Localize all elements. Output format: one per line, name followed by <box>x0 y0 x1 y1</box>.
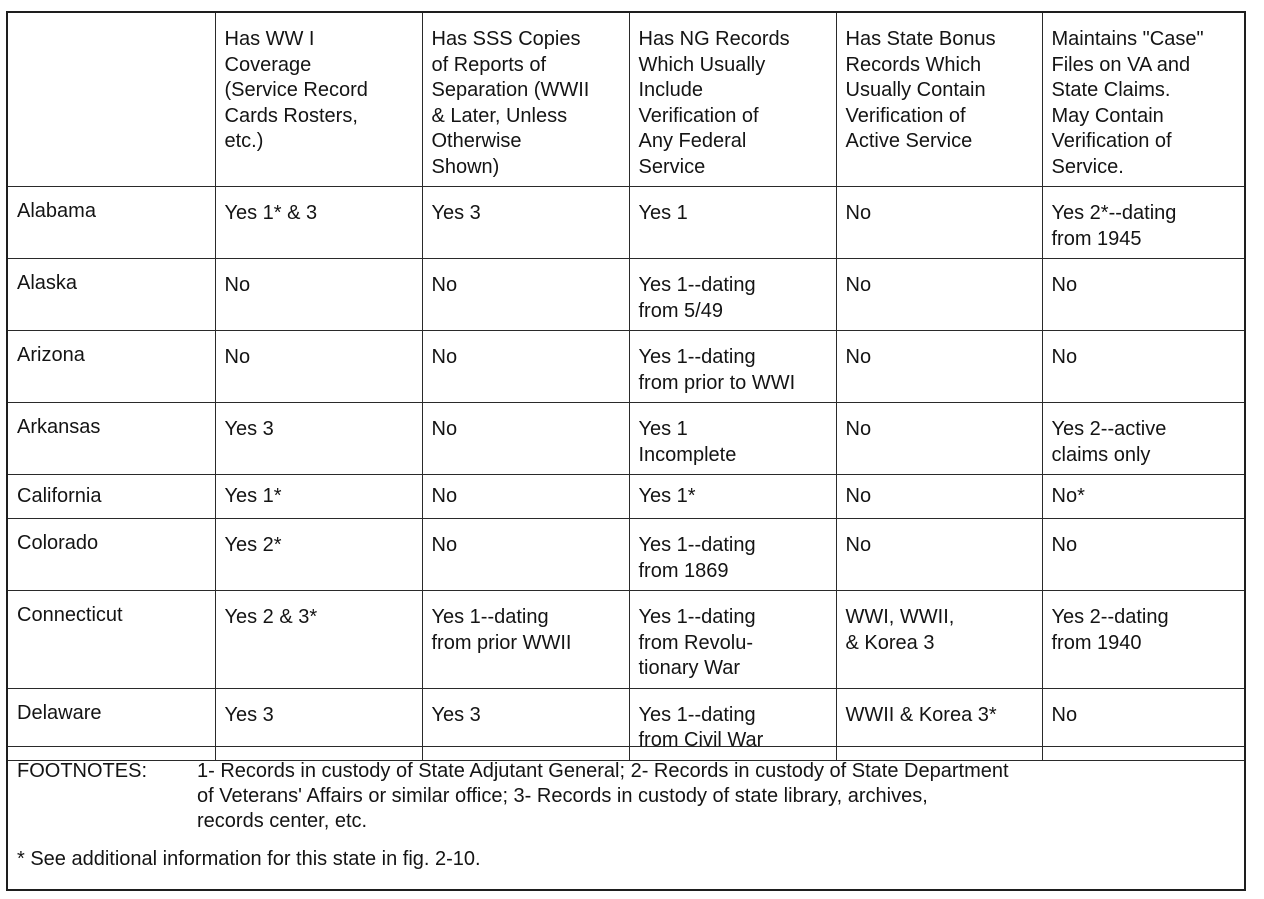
table-cell: Yes 1--dating from Civil War <box>629 688 836 760</box>
table-cell: No <box>422 519 629 591</box>
table-cell: Yes 1 <box>629 187 836 259</box>
table-cell: No <box>422 331 629 403</box>
table-row <box>8 403 1244 475</box>
footnotes-first-line: 1- Records in custody of State Adjutant General; 2- Records in custody of State Department <box>197 760 1009 782</box>
table-cell: Yes 1* <box>215 475 422 519</box>
table-cell: Yes 3 <box>422 187 629 259</box>
state-name: California <box>8 475 215 519</box>
state-name: Alaska <box>8 259 215 331</box>
table-cell: No <box>836 519 1042 591</box>
table-cell: No <box>1042 688 1244 760</box>
state-name: Delaware <box>8 688 215 760</box>
table-cell: Yes 1* <box>629 475 836 519</box>
table-row <box>8 475 1244 519</box>
header-case-files: Maintains "Case" Files on VA and State Claims. May Contain Verification of Service. <box>1042 13 1244 187</box>
table-cell: Yes 1 Incomplete <box>629 403 836 475</box>
table-cell: No <box>215 259 422 331</box>
state-name: Alabama <box>8 187 215 259</box>
header-sss-copies: Has SSS Copies of Reports of Separation (WWII & Later, Unless Otherwise Shown) <box>422 13 629 187</box>
footnotes-block <box>8 746 1244 889</box>
table-cell: No <box>836 331 1042 403</box>
table-cell: Yes 2--dating from 1940 <box>1042 591 1244 689</box>
header-corner <box>8 13 215 187</box>
table-cell: WWII & Korea 3* <box>836 688 1042 760</box>
table-cell: No <box>1042 331 1244 403</box>
table-row <box>8 331 1244 403</box>
table-cell: No <box>836 403 1042 475</box>
table-cell: WWI, WWII, & Korea 3 <box>836 591 1042 689</box>
table-cell: No <box>836 259 1042 331</box>
records-sheet <box>6 11 1246 891</box>
table-cell: Yes 2* <box>215 519 422 591</box>
table-cell: No <box>1042 259 1244 331</box>
header-row <box>8 13 1244 187</box>
table-cell: No <box>422 475 629 519</box>
table-cell: No <box>422 403 629 475</box>
state-name: Connecticut <box>8 591 215 689</box>
header-ng-records: Has NG Records Which Usually Include Verification of Any Federal Service <box>629 13 836 187</box>
state-name: Arizona <box>8 331 215 403</box>
table-cell: Yes 1* & 3 <box>215 187 422 259</box>
table-cell: Yes 2--active claims only <box>1042 403 1244 475</box>
header-ww1-coverage: Has WW I Coverage (Service Record Cards Rosters, etc.) <box>215 13 422 187</box>
header-state-bonus: Has State Bonus Records Which Usually Contain Verification of Active Service <box>836 13 1042 187</box>
table-cell: No <box>1042 519 1244 591</box>
table-row <box>8 519 1244 591</box>
table-cell: No <box>836 187 1042 259</box>
table-row <box>8 187 1244 259</box>
table-cell: Yes 1--dating from Revolu- tionary War <box>629 591 836 689</box>
state-records-table <box>8 13 1244 761</box>
state-name: Colorado <box>8 519 215 591</box>
table-cell: Yes 2*--dating from 1945 <box>1042 187 1244 259</box>
table-cell: Yes 3 <box>422 688 629 760</box>
table-cell: No <box>215 331 422 403</box>
state-name: Arkansas <box>8 403 215 475</box>
table-cell: Yes 1--dating from prior to WWI <box>629 331 836 403</box>
table-cell: Yes 2 & 3* <box>215 591 422 689</box>
table-cell: No <box>422 259 629 331</box>
table-cell: Yes 3 <box>215 403 422 475</box>
table-cell: No* <box>1042 475 1244 519</box>
table-cell: Yes 1--dating from prior WWII <box>422 591 629 689</box>
footnotes-continuation: of Veterans' Affairs or similar office; 3- Records in custody of state library, archives, records center, etc. <box>197 785 928 832</box>
table-row <box>8 591 1244 689</box>
table-cell: No <box>836 475 1042 519</box>
table-cell: Yes 1--dating from 1869 <box>629 519 836 591</box>
table-cell: Yes 1--dating from 5/49 <box>629 259 836 331</box>
footnotes-label: FOOTNOTES: <box>17 760 147 782</box>
asterisk-note: * See additional information for this state in fig. 2-10. <box>17 848 481 870</box>
table-row <box>8 259 1244 331</box>
table-cell: Yes 3 <box>215 688 422 760</box>
